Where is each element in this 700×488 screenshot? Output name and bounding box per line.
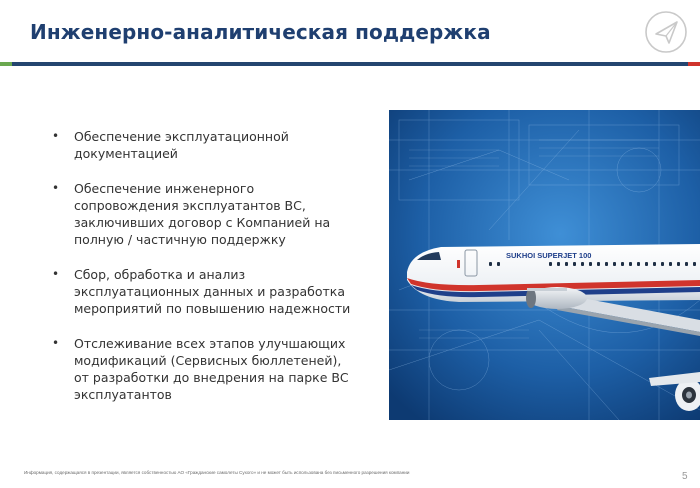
- bullet-marker: •: [52, 129, 60, 143]
- bullet-text: Обеспечение инженерного сопровождения эксплуатантов ВС, заключивших договор с Компанией на полную / частичную поддержку: [74, 181, 331, 247]
- company-logo-icon: [644, 10, 688, 54]
- bullet-text: Сбор, обработка и анализ эксплуатационных данных и разработка мероприятий по повышению надежности: [74, 267, 351, 316]
- bullet-marker: •: [52, 267, 60, 281]
- footer-disclaimer: Информация, содержащаяся в презентации, является собственностью АО «Гражданские самолеты Сухого» и не может быть использована без письменного разрешения компании: [24, 470, 410, 475]
- bullet-marker: •: [52, 181, 60, 195]
- aircraft-blueprint-image: [389, 110, 700, 420]
- bullet-list: [52, 128, 352, 421]
- bullet-item: [52, 180, 352, 248]
- bullet-item: [52, 335, 352, 403]
- bullet-marker: •: [52, 336, 60, 350]
- bullet-text: Отслеживание всех этапов улучшающих модификаций (Сервисных бюллетеней), от разработки до внедрения на парке ВС эксплуатантов: [74, 336, 349, 402]
- livery-text: SUKHOI SUPERJET 100: [506, 251, 592, 260]
- bullet-item: [52, 266, 352, 317]
- bullet-text: Обеспечение эксплуатационной документацией: [74, 129, 289, 161]
- header-divider: [0, 62, 700, 66]
- page-number: 5: [682, 471, 688, 482]
- bullet-item: [52, 128, 352, 162]
- page-title: Инженерно-аналитическая поддержка: [30, 20, 491, 44]
